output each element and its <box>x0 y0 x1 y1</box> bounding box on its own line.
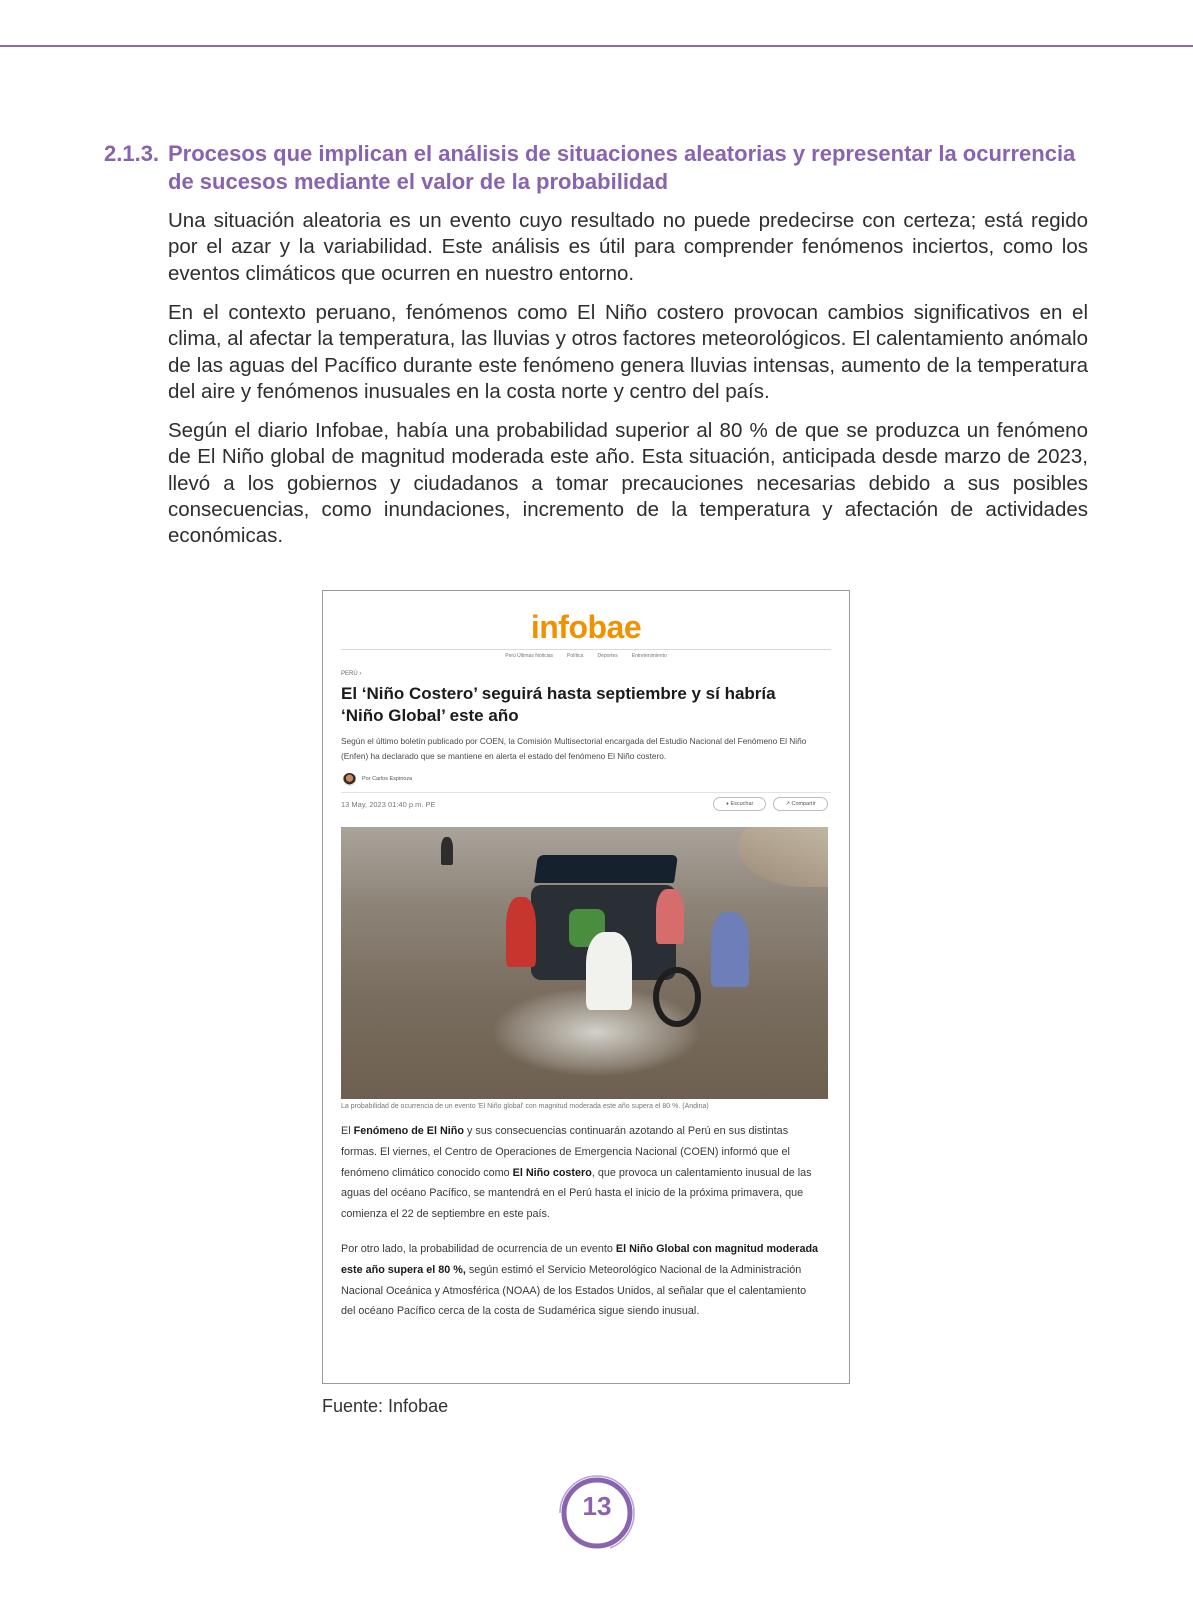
section-title: Procesos que implican el análisis de situaciones aleatorias y representar la ocurrencia de sucesos mediante el valor de la probabilidad <box>168 141 1076 194</box>
source-note: Fuente: Infobae <box>322 1396 449 1416</box>
nav-divider <box>341 649 831 650</box>
paragraph-2: En el contexto peruano, fenómenos como El Niño costero provocan cambios significativos en el clima, al afectar la temperatura, las lluvias y otros factores meteorológicos. El calentamiento anómalo de las aguas del Pacífico durante este fenómeno genera lluvias intensas, aumento de la temperatura del aire y fenómenos inusuales en la costa norte y centro del país. <box>168 301 1088 403</box>
listen-button <box>713 797 766 811</box>
clipping-nav <box>323 653 849 659</box>
news-clipping <box>322 590 850 1384</box>
listen-label: Escuchar <box>730 801 754 807</box>
article-author: Por Carlos Espinoza <box>362 776 413 782</box>
article-paragraph-1: El Fenómeno de El Niño y sus consecuencias continuarán azotando al Perú en sus distintas formas. El viernes, el Centro de Operaciones de Emergencia Nacional (COEN) informó que el fenómeno climático conocido como El Niño costero, que provoca un calentamiento inusual de las aguas del océano Pacífico, se mantendrá en el Perú hasta el inicio de la próxima primavera, que comienza el 22 de septiembre en este país. <box>341 1125 812 1221</box>
section-heading <box>104 140 1089 196</box>
paragraph-3: Según el diario Infobae, había una probabilidad superior al 80 % de que se produzca un fenómeno de El Niño global de magnitud moderada este año. Esta situación, anticipada desde marzo de 2023, llevó a los gobiernos y ciudadanos a tomar precauciones necesarias debido a sus posibles consecuencias, como inundaciones, incremento de la temperatura y afectación de actividades económicas. <box>168 419 1088 548</box>
flood-photo <box>341 827 828 1099</box>
page-number: 13 <box>582 1491 612 1521</box>
nav-item: Entretenimiento <box>631 653 667 659</box>
article-body <box>341 1121 821 1336</box>
section-number: 2.1.3. <box>104 141 160 166</box>
headphones-icon: ◕ <box>725 801 731 807</box>
nav-item: Política <box>567 653 584 659</box>
share-label: Compartir <box>791 801 816 807</box>
share-icon: ↗ <box>785 801 792 807</box>
page-number-badge <box>550 1470 644 1556</box>
article-paragraph-2: Por otro lado, la probabilidad de ocurrencia de un evento El Niño Global con magnitud moderada este año supera el 80 %, según estimó el Servicio Meteorológico Nacional de la Administración Nacional Oceánica y Atmosférica (NOAA) de los Estados Unidos, al señalar que el calentamiento del océano Pacífico cerca de la costa de Sudamérica sigue siendo inusual. <box>341 1242 819 1318</box>
article-kicker: PERÚ › <box>341 671 362 677</box>
nav-item: Perú Últimas Noticias <box>505 653 554 659</box>
header-rule <box>0 45 1193 47</box>
photo-caption: La probabilidad de ocurrencia de un evento 'El Niño global' con magnitud moderada este año supera el 80 %. (Andina) <box>341 1103 709 1110</box>
article-date: 13 May, 2023 01:40 p.m. PE <box>341 800 436 809</box>
paragraph-1: Una situación aleatoria es un evento cuyo resultado no puede predecirse con certeza; está regido por el azar y la variabilidad. Este análisis es útil para comprender fenómenos inciertos, como los eventos climáticos que ocurren en nuestro entorno. <box>168 209 1088 285</box>
article-lead: Según el último boletín publicado por COEN, la Comisión Multisectorial encargada del Estudio Nacional del Fenómeno El Niño (Enfen) ha declarado que se mantiene en alerta el estado del fenómeno El Niño costero. <box>341 736 807 761</box>
share-button <box>773 797 828 811</box>
infobae-logo: infobae <box>530 609 642 645</box>
meta-divider <box>341 792 831 793</box>
author-avatar <box>343 773 356 786</box>
nav-item: Deportes <box>597 653 618 659</box>
article-title: El ‘Niño Costero’ seguirá hasta septiembre y sí habría ‘Niño Global’ este año <box>341 684 776 725</box>
